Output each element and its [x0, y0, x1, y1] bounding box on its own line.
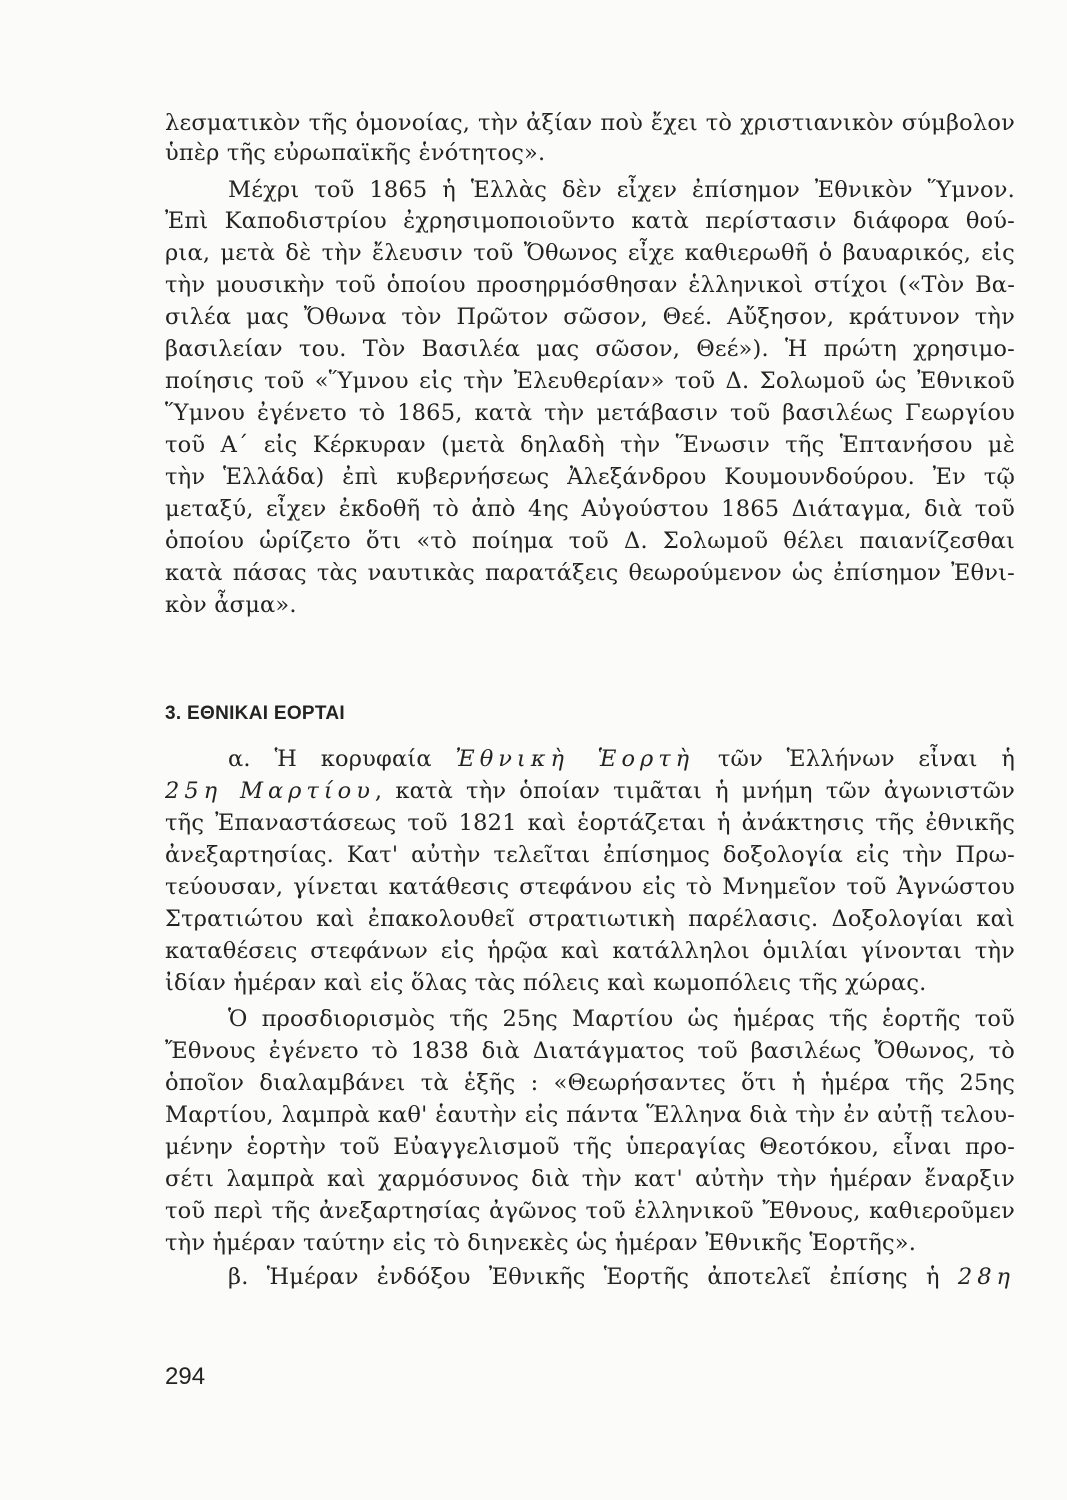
text-line: Ὕμνου ἐγένετο τὸ 1865, κατὰ τὴν μετάβασιν τοῦ βασιλέως Γεωργίου: [165, 400, 1015, 426]
text-line: τὴν Ἑλλάδα) ἐπὶ κυβερνήσεως Ἀλεξάνδρου Κουμουνδούρου. Ἐν τῷ: [165, 464, 1015, 490]
emphasis-date: 25η Μαρτίου: [165, 778, 375, 804]
text-line: [165, 776, 1015, 806]
text-line: Μέχρι τοῦ 1865 ἡ Ἑλλὰς δὲν εἶχεν ἐπίσημον Ἐθνικὸν Ὕμνον.: [228, 177, 1015, 203]
text-line: καταθέσεις στεφάνων εἰς ἡρῷα καὶ κατάλληλοι ὁμιλίαι γίνονται τὴν: [165, 938, 1015, 964]
emphasis-date: 28η: [957, 1264, 1015, 1290]
text-line: μεταξύ, εἶχεν ἐκδοθῆ τὸ ἀπὸ 4ης Αὐγούστου 1865 Διάταγμα, διὰ τοῦ: [165, 496, 1015, 522]
text-line: Μαρτίου, λαμπρὰ καθ' ἑαυτὴν εἰς πάντα Ἕλληνα διὰ τὴν ἐν αὐτῇ τελου-: [165, 1102, 1015, 1128]
text-run: , κατὰ τὴν ὁποίαν τιμᾶται ἡ μνήμη τῶν ἀγωνιστῶν: [374, 778, 1016, 804]
text-line: κὸν ἆσμα».: [165, 592, 297, 618]
text-line: ὁποίου ὡρίζετο ὅτι «τὸ ποίημα τοῦ Δ. Σολωμοῦ θέλει παιανίζεσθαι: [165, 528, 1015, 554]
text-run: β. Ἡμέραν ἐνδόξου Ἐθνικῆς Ἑορτῆς ἀποτελεῖ ἐπίσης ἡ: [228, 1264, 958, 1290]
text-line: Στρατιώτου καὶ ἐπακολουθεῖ στρατιωτικὴ παρέλασις. Δοξολογίαι καὶ: [165, 906, 1015, 932]
text-line: τοῦ περὶ τῆς ἀνεξαρτησίας ἀγῶνος τοῦ ἑλληνικοῦ Ἔθνους, καθιεροῦμεν: [165, 1198, 1015, 1224]
text-line: κατὰ πάσας τὰς ναυτικὰς παρατάξεις θεωρούμενον ὡς ἐπίσημον Ἐθνι-: [165, 560, 1015, 586]
text-line: ὑπὲρ τῆς εὐρωπαϊκῆς ἑνότητος».: [165, 140, 546, 166]
text-line: βασιλείαν του. Τὸν Βασιλέα μας σῶσον, Θεέ»). Ἡ πρώτη χρησιμο-: [165, 336, 1015, 362]
text-line: τὴν ἡμέραν ταύτην εἰς τὸ διηνεκὲς ὡς ἡμέραν Ἐθνικῆς Ἑορτῆς».: [165, 1230, 917, 1256]
text-line: λεσματικὸν τῆς ὁμονοίας, τὴν ἀξίαν ποὺ ἔχει τὸ χριστιανικὸν σύμβολον: [165, 110, 1015, 136]
page-number: 294: [165, 1363, 206, 1390]
text-line: Ὁ προσδιορισμὸς τῆς 25ης Μαρτίου ὡς ἡμέρας τῆς ἑορτῆς τοῦ: [228, 1006, 1015, 1032]
text-line: ἰδίαν ἡμέραν καὶ εἰς ὅλας τὰς πόλεις καὶ κωμοπόλεις τῆς χώρας.: [165, 970, 927, 996]
text-line: [228, 1262, 1015, 1292]
text-line: τεύουσαν, γίνεται κατάθεσις στεφάνου εἰς τὸ Μνημεῖον τοῦ Ἀγνώστου: [165, 874, 1015, 900]
text-line: μένην ἑορτὴν τοῦ Εὐαγγελισμοῦ τῆς ὑπεραγίας Θεοτόκου, εἶναι προ-: [165, 1134, 1015, 1160]
emphasis-national-holiday: Ἐθνικὴ Ἑορτὴ: [455, 746, 695, 772]
text-line: σέτι λαμπρὰ καὶ χαρμόσυνος διὰ τὴν κατ' αὐτὴν τὴν ἡμέραν ἔναρξιν: [165, 1166, 1015, 1192]
text-line: σιλέα μας Ὄθωνα τὸν Πρῶτον σῶσον, Θεέ. Αὔξησον, κράτυνον τὴν: [165, 304, 1015, 330]
text-line: τῆς Ἐπαναστάσεως τοῦ 1821 καὶ ἑορτάζεται ἡ ἀνάκτησις τῆς ἐθνικῆς: [165, 810, 1015, 836]
text-line: ἀνεξαρτησίας. Κατ' αὐτὴν τελεῖται ἐπίσημος δοξολογία εἰς τὴν Πρω-: [165, 842, 1015, 868]
text-line: Ἐπὶ Καποδιστρίου ἐχρησιμοποιοῦντο κατὰ περίστασιν διάφορα θού-: [165, 208, 1015, 234]
text-line: [228, 744, 1015, 774]
text-line: ρια, μετὰ δὲ τὴν ἔλευσιν τοῦ Ὄθωνος εἶχε καθιερωθῆ ὁ βαυαρικός, εἰς: [165, 240, 1015, 266]
text-line: ὁποῖον διαλαμβάνει τὰ ἑξῆς : «Θεωρήσαντες ὅτι ἡ ἡμέρα τῆς 25ης: [165, 1070, 1015, 1096]
text-line: τὴν μουσικὴν τοῦ ὁποίου προσηρμόσθησαν ἑλληνικοὶ στίχοι («Τὸν Βα-: [165, 272, 1015, 298]
text-run: τῶν Ἑλλήνων εἶναι ἡ: [694, 746, 1015, 772]
text-line: τοῦ Α΄ εἰς Κέρκυραν (μετὰ δηλαδὴ τὴν Ἕνωσιν τῆς Ἑπτανήσου μὲ: [165, 432, 1015, 458]
section-heading: 3. ΕΘΝΙΚΑΙ ΕΟΡΤΑΙ: [165, 703, 345, 724]
text-line: ποίησις τοῦ «Ὕμνου εἰς τὴν Ἐλευθερίαν» τοῦ Δ. Σολωμοῦ ὡς Ἐθνικοῦ: [165, 368, 1015, 394]
text-run: α. Ἡ κορυφαία: [228, 746, 456, 772]
text-line: Ἔθνους ἐγένετο τὸ 1838 διὰ Διατάγματος τοῦ βασιλέως Ὄθωνος, τὸ: [165, 1038, 1015, 1064]
